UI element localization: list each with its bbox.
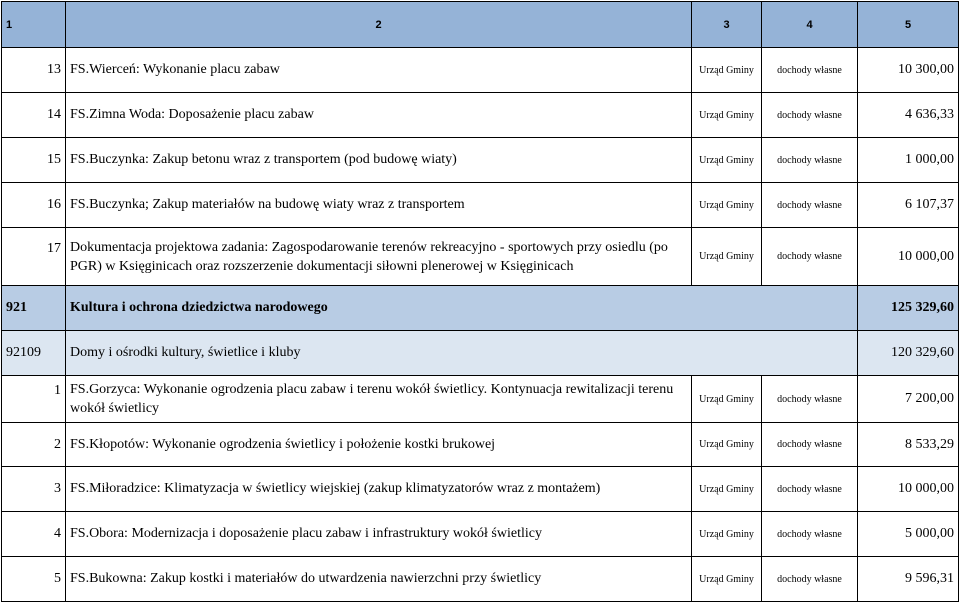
- row-number: 1: [2, 376, 66, 423]
- row-amount: 10 000,00: [858, 228, 959, 286]
- table-row: [2, 467, 959, 512]
- row-source: dochody własne: [762, 93, 858, 138]
- row-number: 15: [2, 138, 66, 183]
- row-unit: Urząd Gminy: [692, 512, 762, 557]
- row-unit: Urząd Gminy: [692, 423, 762, 467]
- division-row: [2, 286, 959, 331]
- row-amount: 9 596,31: [858, 557, 959, 602]
- table-row: [2, 48, 959, 93]
- table-row: [2, 557, 959, 602]
- row-description: Dokumentacja projektowa zadania: Zagospodarowanie terenów rekreacyjno - sportowych przy osiedlu (po PGR) w Księginicach oraz rozszerzenie dokumentacji siłowni plenerowej w Księginicach: [66, 228, 692, 286]
- row-amount: 4 636,33: [858, 93, 959, 138]
- header-col-5: 5: [858, 2, 959, 48]
- row-number: 16: [2, 183, 66, 228]
- row-source: dochody własne: [762, 467, 858, 512]
- division-name: Kultura i ochrona dziedzictwa narodowego: [66, 286, 858, 331]
- row-amount: 7 200,00: [858, 376, 959, 423]
- row-unit: Urząd Gminy: [692, 48, 762, 93]
- table-row: [2, 228, 959, 286]
- row-amount: 5 000,00: [858, 512, 959, 557]
- table-row: [2, 423, 959, 467]
- row-description: FS.Buczynka: Zakup betonu wraz z transportem (pod budowę wiaty): [66, 138, 692, 183]
- row-description: FS.Gorzyca: Wykonanie ogrodzenia placu zabaw i terenu wokół świetlicy. Kontynuacja rewitalizacji terenu wokół świetlicy: [66, 376, 692, 423]
- row-description: FS.Wierceń: Wykonanie placu zabaw: [66, 48, 692, 93]
- row-unit: Urząd Gminy: [692, 557, 762, 602]
- row-amount: 6 107,37: [858, 183, 959, 228]
- row-number: 2: [2, 423, 66, 467]
- row-number: 3: [2, 467, 66, 512]
- row-amount: 10 300,00: [858, 48, 959, 93]
- row-source: dochody własne: [762, 48, 858, 93]
- header-col-3: 3: [692, 2, 762, 48]
- row-description: FS.Buczynka; Zakup materiałów na budowę wiaty wraz z transportem: [66, 183, 692, 228]
- header-col-2: 2: [66, 2, 692, 48]
- row-unit: Urząd Gminy: [692, 93, 762, 138]
- row-source: dochody własne: [762, 228, 858, 286]
- row-number: 5: [2, 557, 66, 602]
- row-source: dochody własne: [762, 557, 858, 602]
- division-code: 921: [2, 286, 66, 331]
- row-source: dochody własne: [762, 512, 858, 557]
- row-description: FS.Obora: Modernizacja i doposażenie placu zabaw i infrastruktury wokół świetlicy: [66, 512, 692, 557]
- row-description: FS.Bukowna: Zakup kostki i materiałów do utwardzenia nawierzchni przy świetlicy: [66, 557, 692, 602]
- row-amount: 10 000,00: [858, 467, 959, 512]
- budget-table: [1, 1, 959, 602]
- row-unit: Urząd Gminy: [692, 228, 762, 286]
- table-row: [2, 93, 959, 138]
- row-amount: 8 533,29: [858, 423, 959, 467]
- header-col-4: 4: [762, 2, 858, 48]
- row-unit: Urząd Gminy: [692, 467, 762, 512]
- division-amount: 125 329,60: [858, 286, 959, 331]
- header-col-1: 1: [2, 2, 66, 48]
- row-number: 14: [2, 93, 66, 138]
- chapter-name: Domy i ośrodki kultury, świetlice i kluby: [66, 331, 858, 376]
- row-unit: Urząd Gminy: [692, 183, 762, 228]
- row-source: dochody własne: [762, 376, 858, 423]
- table-row: [2, 376, 959, 423]
- row-description: FS.Kłopotów: Wykonanie ogrodzenia świetlicy i położenie kostki brukowej: [66, 423, 692, 467]
- row-source: dochody własne: [762, 138, 858, 183]
- row-number: 13: [2, 48, 66, 93]
- chapter-code: 92109: [2, 331, 66, 376]
- row-number: 4: [2, 512, 66, 557]
- row-amount: 1 000,00: [858, 138, 959, 183]
- header-row: [2, 2, 959, 48]
- row-source: dochody własne: [762, 183, 858, 228]
- row-description: FS.Miłoradzice: Klimatyzacja w świetlicy wiejskiej (zakup klimatyzatorów wraz z montażem): [66, 467, 692, 512]
- row-number: 17: [2, 228, 66, 286]
- row-description: FS.Zimna Woda: Doposażenie placu zabaw: [66, 93, 692, 138]
- table-row: [2, 138, 959, 183]
- row-unit: Urząd Gminy: [692, 376, 762, 423]
- chapter-row: [2, 331, 959, 376]
- row-unit: Urząd Gminy: [692, 138, 762, 183]
- table-row: [2, 512, 959, 557]
- table-row: [2, 183, 959, 228]
- row-source: dochody własne: [762, 423, 858, 467]
- chapter-amount: 120 329,60: [858, 331, 959, 376]
